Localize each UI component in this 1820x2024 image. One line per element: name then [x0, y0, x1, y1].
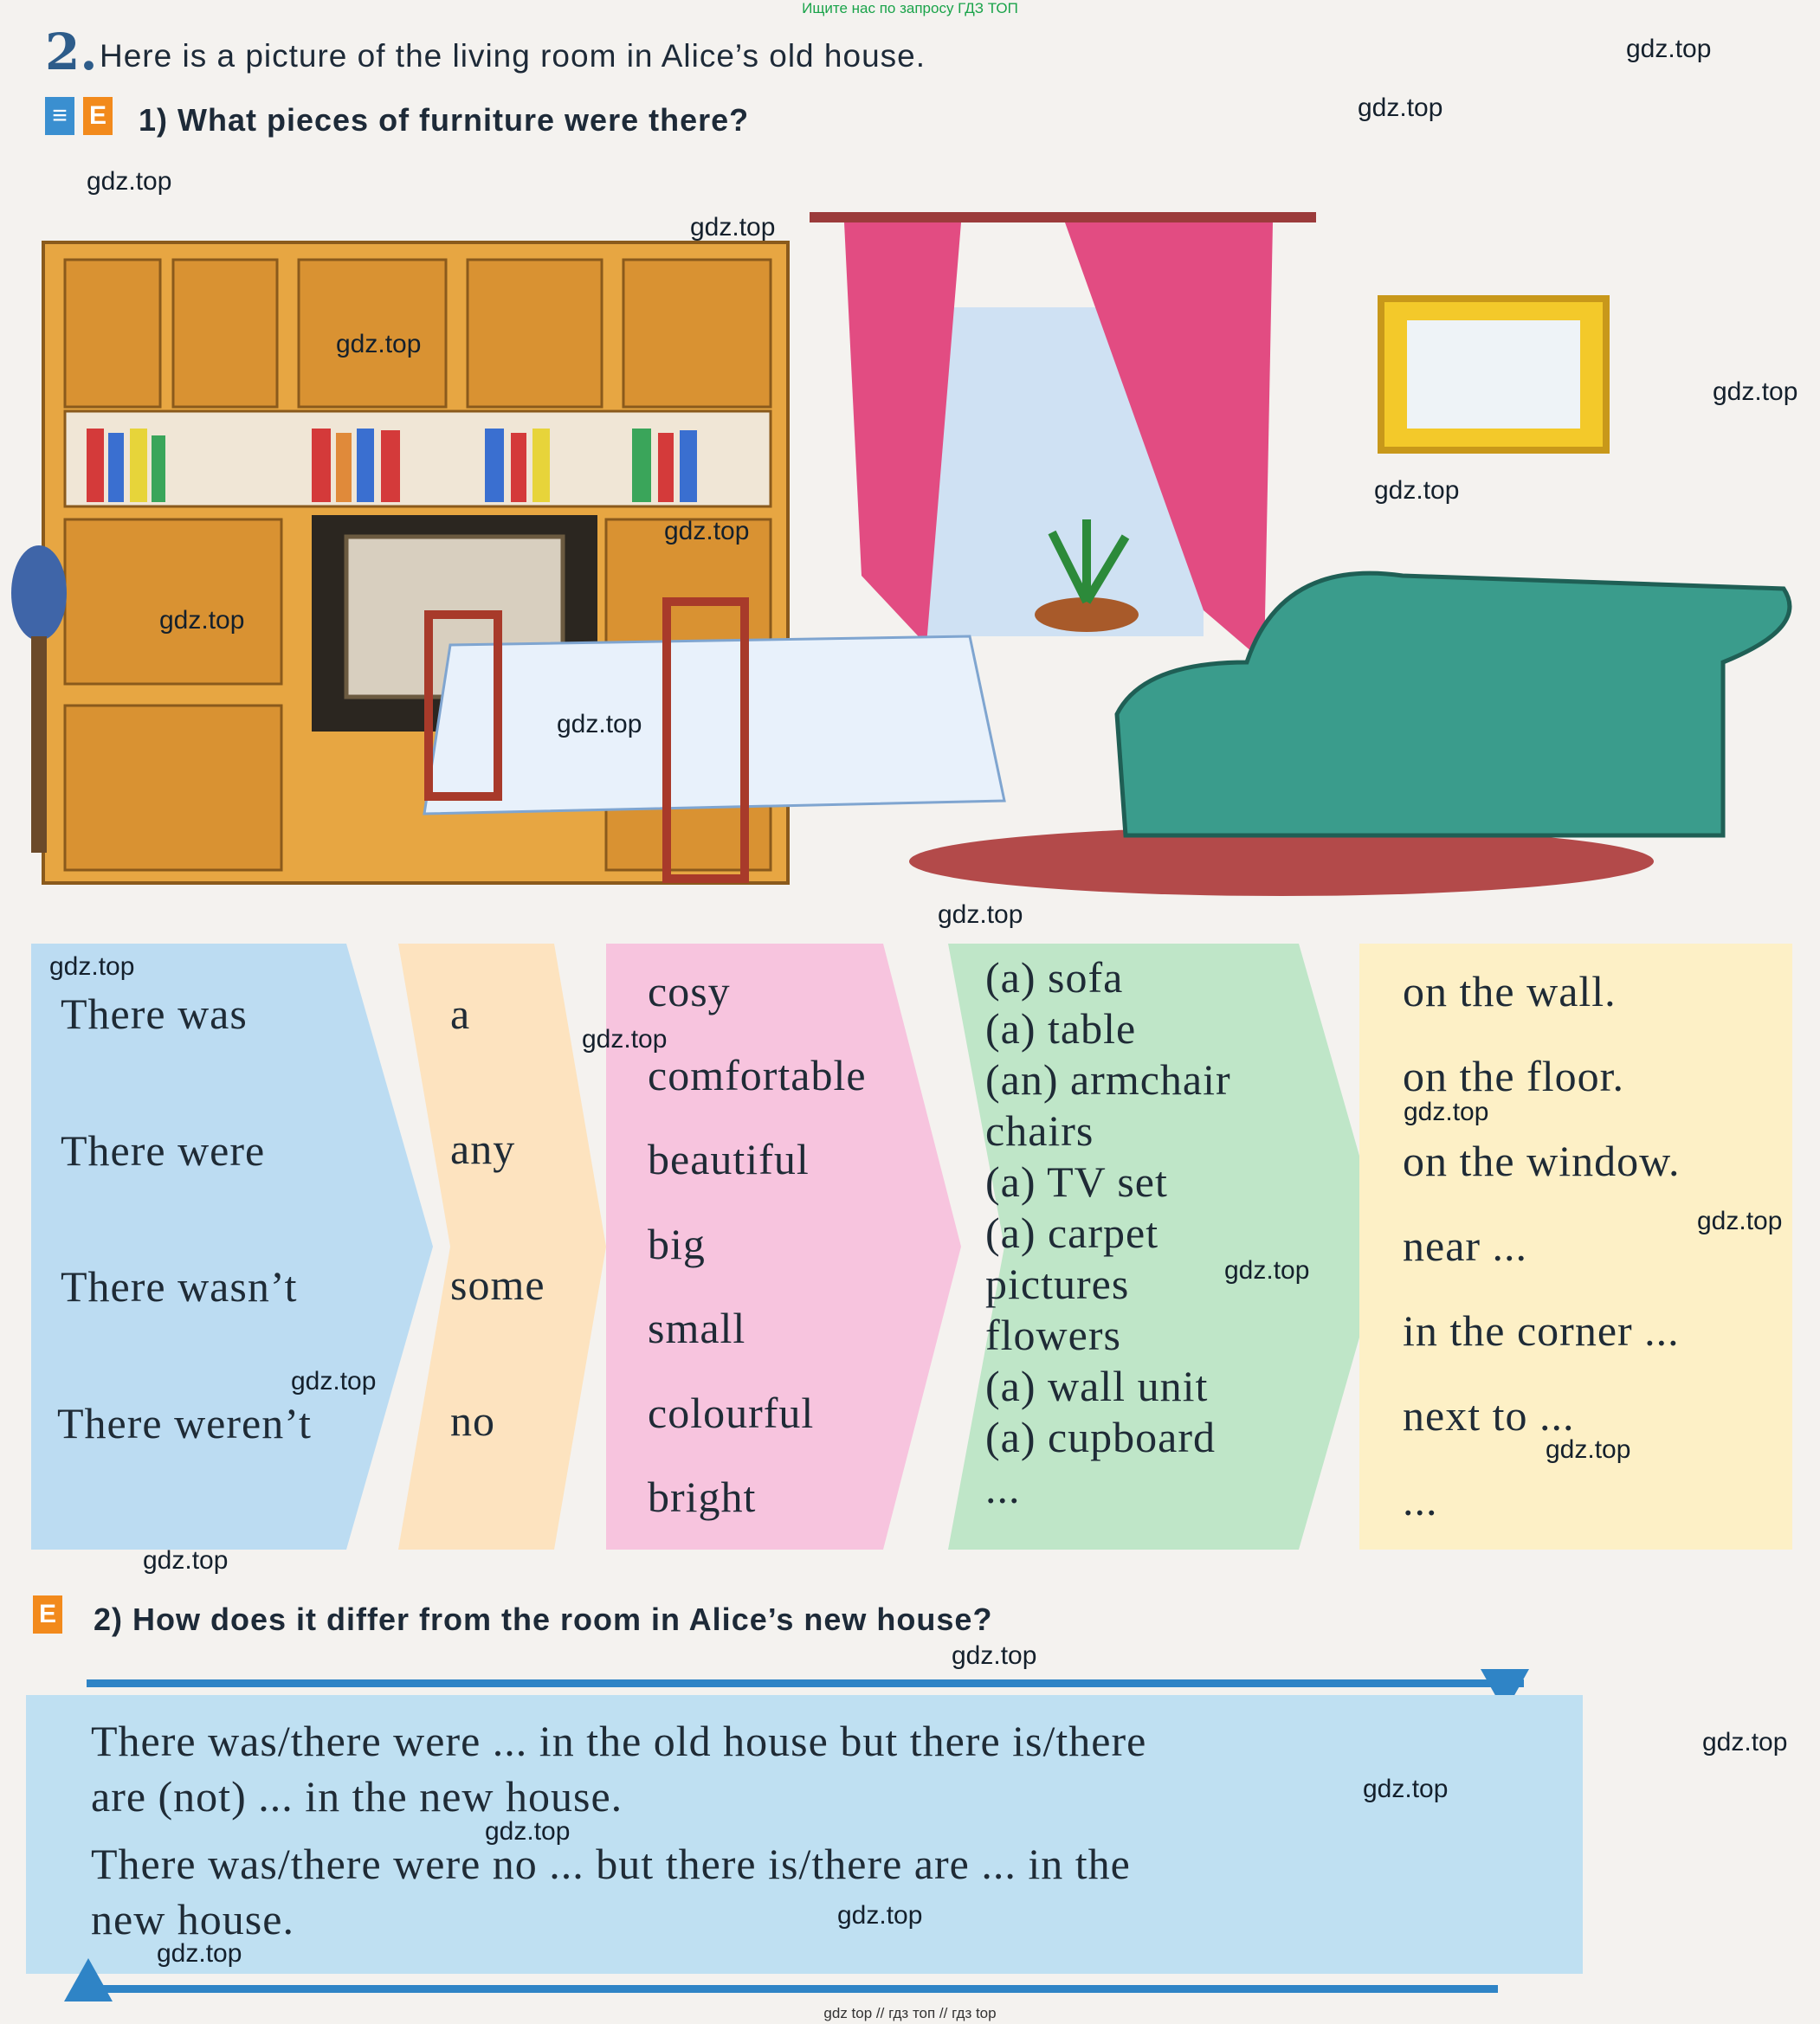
adj-cosy: cosy — [648, 967, 731, 1015]
watermark: gdz.top — [582, 1025, 668, 1054]
table-cloth — [424, 636, 1004, 814]
place-on-the-floor: on the floor. — [1403, 1052, 1625, 1100]
watermark: gdz.top — [1374, 476, 1460, 505]
place-on-the-window: on the window. — [1403, 1137, 1681, 1185]
noun-sofa: (a) sofa — [985, 953, 1124, 1002]
curtain-rod — [810, 212, 1316, 222]
watermark: gdz.top — [157, 1939, 242, 1968]
phrase-there-were: There were — [61, 1126, 266, 1175]
phrase-there-werent: There weren’t — [57, 1399, 312, 1447]
watermark: gdz.top — [291, 1367, 377, 1396]
exercise-number: 2. — [45, 23, 98, 81]
watermark: gdz.top — [336, 330, 422, 358]
word-no: no — [450, 1396, 495, 1445]
watermark: gdz.top — [690, 213, 776, 242]
watermark: gdz.top — [1358, 93, 1443, 122]
watermark: gdz.top — [87, 167, 172, 196]
watermark: gdz.top — [49, 952, 135, 981]
adj-colourful: colourful — [648, 1389, 815, 1437]
place-next-to: next to ... — [1403, 1391, 1575, 1440]
watermark: gdz.top — [952, 1641, 1037, 1670]
e-book-icon: E — [33, 1595, 62, 1634]
watermark: gdz.top — [664, 517, 750, 545]
watermark: gdz.top — [1626, 35, 1712, 63]
answer-line-1: There was/there were ... in the old house but there is/there — [91, 1717, 1147, 1765]
adj-beautiful: beautiful — [648, 1135, 810, 1183]
phrase-there-wasnt: There wasn’t — [61, 1262, 298, 1311]
watermark: gdz.top — [938, 900, 1023, 929]
noun-wall-unit: (a) wall unit — [985, 1362, 1209, 1410]
watermark: gdz.top — [837, 1901, 923, 1930]
watermark: gdz.top — [143, 1546, 229, 1575]
place-near: near ... — [1403, 1221, 1528, 1270]
noun-armchair: (an) armchair — [985, 1055, 1231, 1104]
word-a: a — [450, 989, 471, 1038]
living-room-illustration — [0, 177, 1820, 896]
noun-cupboard: (a) cupboard — [985, 1413, 1217, 1461]
e-book-icon: E — [83, 97, 113, 135]
place-on-the-wall: on the wall. — [1403, 967, 1617, 1015]
answer-line-3: There was/there were no ... but there is/there are ... in the — [91, 1840, 1131, 1888]
watermark: gdz.top — [1697, 1207, 1783, 1235]
arrow-up-icon — [64, 1958, 113, 2003]
watermark: gdz.top — [485, 1817, 571, 1846]
noun-tv-set: (a) TV set — [985, 1157, 1168, 1206]
answer-line-2: are (not) ... in the new house. — [91, 1772, 623, 1821]
watermark: gdz.top — [1224, 1256, 1310, 1285]
adj-big: big — [648, 1220, 706, 1268]
task-2-question: 2) How does it differ from the room in Alice’s new house? — [94, 1602, 993, 1637]
answer-line-4: new house. — [91, 1895, 294, 1943]
noun-pictures: pictures — [985, 1260, 1130, 1308]
top-notice: Ищите нас по запросу ГДЗ ТОП — [802, 0, 1018, 16]
adj-comfortable: comfortable — [648, 1051, 867, 1099]
watermark: gdz.top — [1546, 1435, 1631, 1464]
noun-ellipsis: ... — [985, 1464, 1021, 1512]
word-some: some — [450, 1260, 545, 1309]
adj-bright: bright — [648, 1473, 757, 1521]
watermark: gdz.top — [1713, 377, 1798, 406]
word-table-panels — [0, 935, 1820, 1558]
noun-flowers: flowers — [985, 1311, 1121, 1359]
adj-small: small — [648, 1304, 746, 1352]
noun-table: (a) table — [985, 1004, 1137, 1053]
noun-carpet: (a) carpet — [985, 1209, 1159, 1257]
watermark: gdz.top — [159, 606, 245, 635]
vase — [11, 545, 67, 641]
list-icon: ≡ — [45, 97, 74, 135]
noun-chairs: chairs — [985, 1106, 1094, 1155]
task-1-question: 1) What pieces of furniture were there? — [139, 102, 750, 138]
watermark: gdz.top — [1363, 1775, 1449, 1803]
place-ellipsis: ... — [1403, 1476, 1438, 1524]
flower-pot — [1035, 597, 1139, 632]
place-in-the-corner: in the corner ... — [1403, 1306, 1680, 1355]
phrase-there-was: There was — [61, 989, 248, 1038]
watermark: gdz.top — [557, 710, 642, 738]
divider-line — [87, 1985, 1498, 1993]
footer-notice: gdz top // гдз топ // гдз top — [823, 2005, 997, 2021]
exercise-title: Here is a picture of the living room in Alice’s old house. — [100, 38, 926, 74]
word-any: any — [450, 1125, 516, 1173]
divider-line — [87, 1679, 1524, 1687]
watermark: gdz.top — [1702, 1728, 1788, 1756]
watermark: gdz.top — [1404, 1098, 1489, 1126]
